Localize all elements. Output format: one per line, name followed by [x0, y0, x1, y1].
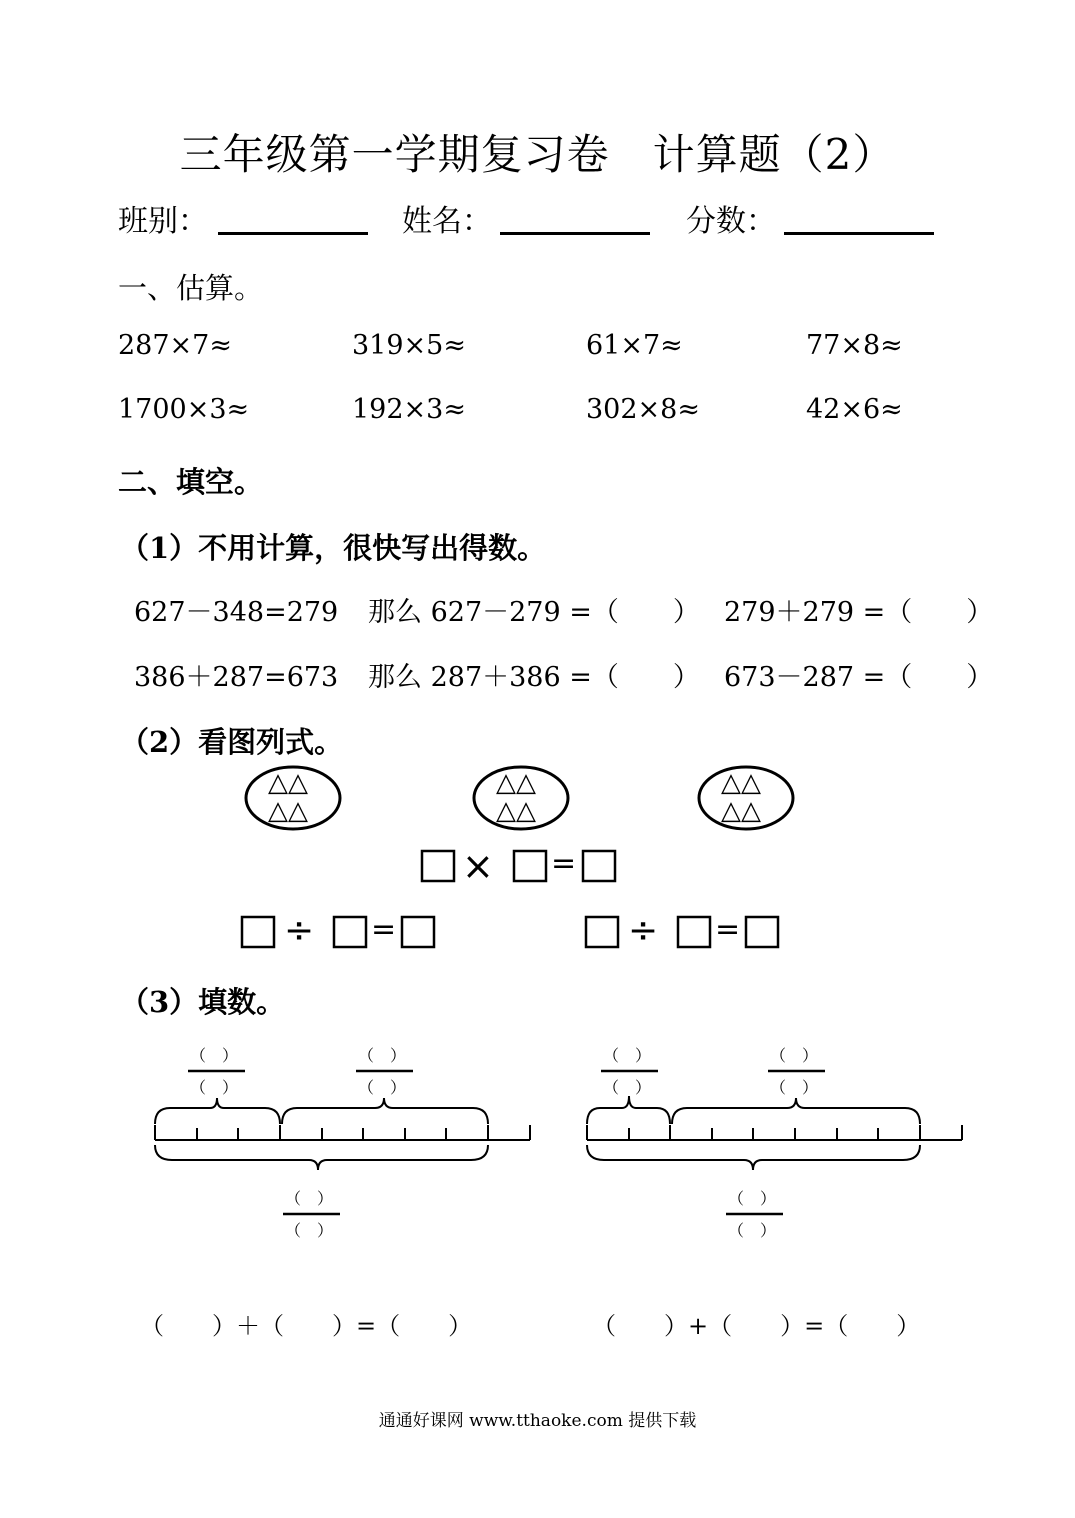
fraction-numerator[interactable]: （ ）: [728, 1189, 777, 1208]
section2-heading: 二、填空。: [118, 465, 264, 499]
fill-given: 386＋287=673: [134, 662, 339, 693]
triangle-icon: △△: [721, 796, 761, 826]
triangle-icon: △△: [268, 768, 308, 798]
name-label: 姓名：: [402, 204, 492, 239]
equals-sign: =: [551, 846, 577, 881]
part3-heading: （3）填数。: [120, 985, 286, 1019]
estimate-item: 192×3≈: [352, 394, 466, 425]
part1-heading: （1）不用计算，很快写出得数。: [120, 531, 547, 565]
equals-sign: =: [715, 912, 741, 947]
divide-sign: ÷: [284, 910, 315, 951]
fraction-denominator[interactable]: （ ）: [603, 1078, 652, 1097]
fraction-denominator[interactable]: （ ）: [190, 1078, 239, 1097]
triangle-icon: △△: [721, 768, 761, 798]
fraction-denominator[interactable]: （ ）: [358, 1078, 407, 1097]
class-label: 班别：: [118, 204, 208, 239]
triangle-icon: △△: [268, 796, 308, 826]
estimate-item: 77×8≈: [806, 330, 903, 361]
fill-question[interactable]: 那么 287＋386 =（ ）: [368, 662, 700, 693]
score-label: 分数：: [686, 204, 776, 239]
triangle-icon: △△: [496, 796, 536, 826]
divide-sign: ÷: [628, 910, 659, 951]
fraction-numerator[interactable]: （ ）: [358, 1046, 407, 1065]
section1-heading: 一、估算。: [118, 271, 264, 305]
times-sign: ×: [462, 844, 494, 888]
estimate-item: 1700×3≈: [118, 394, 250, 425]
fill-question[interactable]: 673－287 =（ ）: [724, 662, 994, 693]
fill-given: 627－348=279: [134, 597, 339, 628]
addition-equation[interactable]: （ ）+（ ）=（ ）: [592, 1312, 921, 1340]
fraction-denominator[interactable]: （ ）: [728, 1221, 777, 1240]
estimate-item: 61×7≈: [586, 330, 683, 361]
fraction-numerator[interactable]: （ ）: [603, 1046, 652, 1065]
fill-question[interactable]: 那么 627－279 =（ ）: [368, 597, 700, 628]
estimate-item: 302×8≈: [586, 394, 700, 425]
estimate-item: 287×7≈: [118, 330, 232, 361]
estimate-item: 42×6≈: [806, 394, 903, 425]
footer-credit: 通通好课网 www.tthaoke.com 提供下载: [378, 1411, 697, 1431]
triangle-icon: △△: [496, 768, 536, 798]
fraction-numerator[interactable]: （ ）: [190, 1046, 239, 1065]
fraction-numerator[interactable]: （ ）: [285, 1189, 334, 1208]
page-title: 三年级第一学期复习卷 计算题（2）: [179, 130, 896, 179]
fraction-numerator[interactable]: （ ）: [770, 1046, 819, 1065]
part2-heading: （2）看图列式。: [120, 725, 344, 759]
fraction-denominator[interactable]: （ ）: [285, 1221, 334, 1240]
estimate-item: 319×5≈: [352, 330, 466, 361]
fill-question[interactable]: 279＋279 =（ ）: [724, 597, 994, 628]
equals-sign: =: [371, 912, 397, 947]
fraction-denominator[interactable]: （ ）: [770, 1078, 819, 1097]
addition-equation[interactable]: （ ）＋（ ）=（ ）: [140, 1312, 473, 1340]
